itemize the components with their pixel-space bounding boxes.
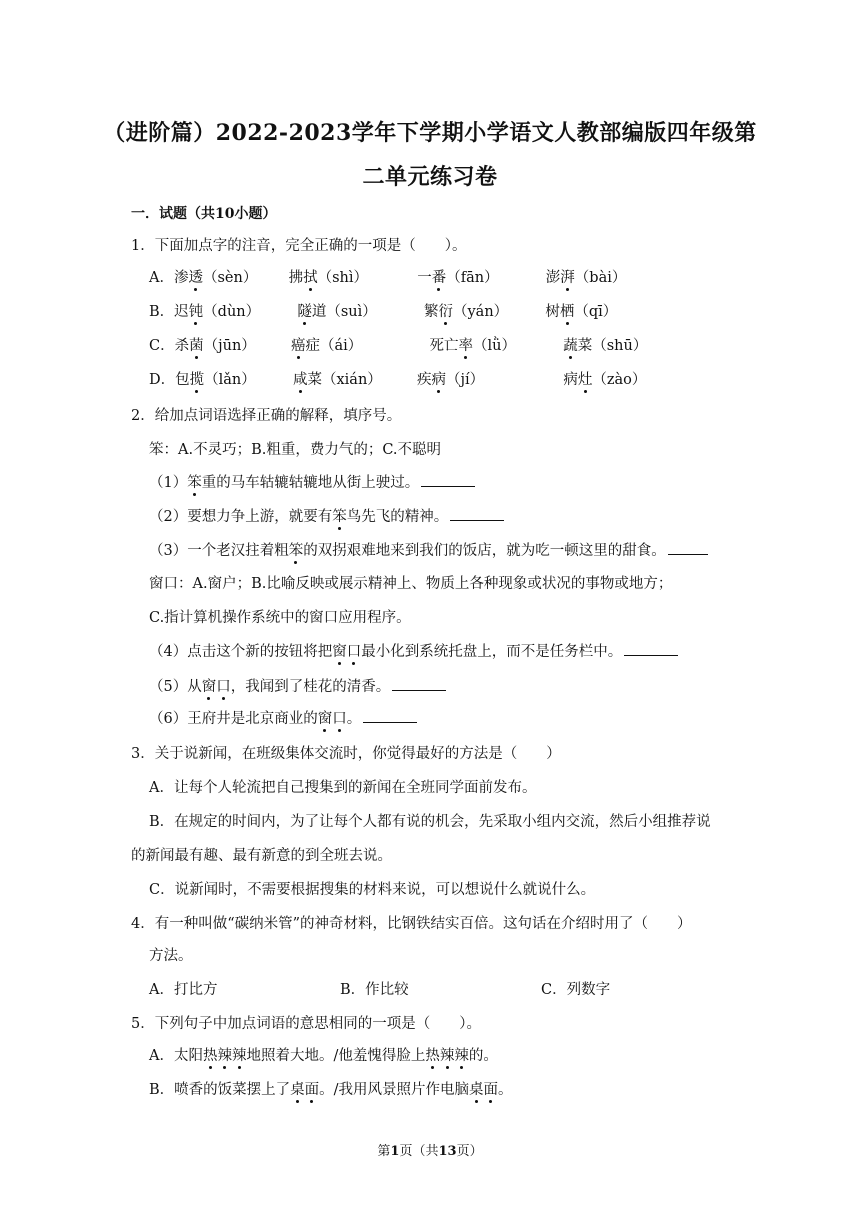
q5-a-text: 地照着大地。/他羞愧得脸上 xyxy=(246,1048,426,1064)
q2-s4-dotted-char: 窗 xyxy=(332,644,347,660)
q3-option-b-line1: B．在规定的时间内，为了让每个人都有说的机会，先采取小组内交流，然后小组推荐说 xyxy=(149,814,711,830)
q1-d-pinyin: （lǎn） xyxy=(204,372,256,388)
q1-d-pinyin: （jí） xyxy=(446,372,485,388)
q1-b-pinyin: （suì） xyxy=(326,304,377,320)
q1-b-text: B．迟 xyxy=(149,304,189,320)
answer-blank[interactable] xyxy=(421,472,475,487)
q2-s6-dotted-char: 窗 xyxy=(317,711,333,727)
q4-stem-line2: 方法。 xyxy=(149,948,193,964)
q4-option-c: C．列数字 xyxy=(541,982,611,998)
q5-a-text: 的。 xyxy=(468,1048,498,1064)
q4-option-a: A．打比方 xyxy=(149,982,218,998)
q1-d-text: D．包 xyxy=(149,372,190,388)
q1-a-dotted-char: 番 xyxy=(431,270,447,286)
q1-a-word2-pre: 拂 xyxy=(288,270,304,286)
q1-b-text: 繁 xyxy=(423,304,439,320)
q1-option-c xyxy=(149,336,647,356)
q2-sentence-2 xyxy=(149,506,504,527)
q1-d-dotted-char: 灶 xyxy=(577,372,593,388)
q3-option-a: A．让每个人轮流把自己搜集到的新闻在全班同学面前发布。 xyxy=(149,780,537,796)
footer-page-number: 1 xyxy=(390,1144,400,1159)
q1-d-text: 菜 xyxy=(307,372,322,388)
q5-option-b xyxy=(149,1080,513,1100)
q1-c-dotted-char: 率 xyxy=(458,338,474,354)
footer-text: 第 xyxy=(377,1144,391,1159)
q2-s1-text: 重的马车轱辘轱辘地从街上驶过。 xyxy=(201,475,420,491)
q1-d-dotted-char: 病 xyxy=(431,372,447,388)
q1-b-text: 树 xyxy=(545,304,560,320)
q3-option-c: C．说新闻时，不需要根据搜集的材料来说，可以想说什么就说什么。 xyxy=(149,882,596,898)
q1-d-pinyin: （zào） xyxy=(592,372,647,388)
q5-b-text: B．喷香的饭菜摆上了 xyxy=(149,1082,291,1098)
q1-a-dotted-char: 透 xyxy=(188,270,203,286)
q1-b-dotted-char: 衍 xyxy=(438,304,453,320)
q1-c-text: 症 xyxy=(305,338,321,354)
q5-b-dotted-char: 面 xyxy=(483,1082,499,1098)
q5-b-text: 。/我用风景照片作电脑 xyxy=(319,1082,470,1098)
q4-option-b: B．作比较 xyxy=(340,982,409,998)
q1-a-dotted-char: 湃 xyxy=(560,270,575,286)
q2-s4-dotted-char: 口 xyxy=(346,644,362,660)
q1-d-text: 病 xyxy=(563,372,578,388)
q2-sentence-3 xyxy=(149,540,708,561)
q2-s2-text: 鸟先飞的精神。 xyxy=(346,509,449,525)
q1-c-dotted-char: 菌 xyxy=(189,338,204,354)
q5-stem: 5．下列句子中加点词语的意思相同的一项是（ ）。 xyxy=(131,1016,481,1032)
footer-total-pages: 13 xyxy=(438,1144,457,1159)
q1-c-text: 菜 xyxy=(577,338,593,354)
answer-blank[interactable] xyxy=(392,676,446,691)
q2-s6-dotted-char: 口 xyxy=(332,711,347,727)
q2-sentence-6 xyxy=(149,708,417,729)
answer-blank[interactable] xyxy=(624,641,678,656)
q1-c-pinyin: （jūn） xyxy=(203,338,256,354)
q2-s1-dotted-char: 笨 xyxy=(187,475,202,491)
q2-s6-text: 。 xyxy=(346,711,362,727)
q4-stem-line1: 4．有一种叫做“碳纳米管”的神奇材料，比钢铁结实百倍。这句话在介绍时用了（ ） xyxy=(131,916,692,932)
q5-a-dotted-char: 辣 xyxy=(217,1048,232,1064)
q1-b-pinyin: （qī） xyxy=(574,304,618,320)
page-footer xyxy=(0,1140,860,1159)
q5-option-a xyxy=(149,1046,498,1066)
q5-a-dotted-char: 辣 xyxy=(454,1048,469,1064)
q5-a-dotted-char: 辣 xyxy=(231,1048,247,1064)
q2-s2-text: （2）要想力争上游，就要有 xyxy=(149,509,333,525)
q1-c-dotted-char: 癌 xyxy=(291,338,306,354)
answer-blank[interactable] xyxy=(450,506,504,521)
q2-s6-text: （6）王府井是北京商业的 xyxy=(149,711,318,727)
q1-a-word3-pre: 一 xyxy=(417,270,432,286)
q1-a-word4-pre: 澎 xyxy=(545,270,561,286)
q1-a-dotted-char: 拭 xyxy=(303,270,318,286)
q5-b-dotted-char: 桌 xyxy=(469,1082,484,1098)
q5-a-dotted-char: 辣 xyxy=(439,1048,455,1064)
q3-option-b-line2: 的新闻最有趣、最有新意的到全班去说。 xyxy=(131,848,392,864)
q1-b-dotted-char: 钝 xyxy=(188,304,204,320)
q1-d-pinyin: （xián） xyxy=(321,372,382,388)
q1-b-pinyin: （dùn） xyxy=(203,304,261,320)
q2-definition-window-b: C.指计算机操作系统中的窗口应用程序。 xyxy=(149,610,411,626)
q2-s5-text: （5）从 xyxy=(149,679,202,695)
q2-sentence-5 xyxy=(149,676,446,697)
q1-a-pinyin3: （fān） xyxy=(446,270,499,286)
q5-a-text: A．太阳 xyxy=(149,1048,203,1064)
q1-b-dotted-char: 隧 xyxy=(297,304,312,320)
q2-s5-text: ，我闻到了桂花的清香。 xyxy=(230,679,391,695)
q1-c-text: C．杀 xyxy=(149,338,190,354)
q2-stem: 2．给加点词语选择正确的解释，填序号。 xyxy=(131,408,402,424)
q1-c-pinyin: （lǜ） xyxy=(473,338,517,354)
q5-b-dotted-char: 面 xyxy=(304,1082,320,1098)
q1-d-dotted-char: 咸 xyxy=(292,372,308,388)
q1-stem: 1．下面加点字的注音，完全正确的一项是（ ）。 xyxy=(131,238,467,254)
q1-b-dotted-char: 栖 xyxy=(559,304,575,320)
q5-b-dotted-char: 桌 xyxy=(290,1082,305,1098)
answer-blank[interactable] xyxy=(363,708,417,723)
q2-s5-dotted-char: 口 xyxy=(216,679,231,695)
q5-a-dotted-char: 热 xyxy=(202,1048,218,1064)
q1-b-pinyin: （yán） xyxy=(452,304,509,320)
q1-option-d xyxy=(149,370,646,390)
q5-a-dotted-char: 热 xyxy=(425,1048,440,1064)
q1-c-pinyin: （ái） xyxy=(320,338,363,354)
footer-text: 页） xyxy=(456,1144,483,1159)
q1-b-text: 道 xyxy=(311,304,327,320)
q1-c-dotted-char: 蔬 xyxy=(563,338,578,354)
q1-a-pinyin4: （bài） xyxy=(574,270,627,286)
q3-stem: 3．关于说新闻，在班级集体交流时，你觉得最好的方法是（ ） xyxy=(131,746,561,762)
q2-s3-dotted-char: 笨 xyxy=(288,543,304,559)
q2-s3-text: （3）一个老汉拄着粗 xyxy=(149,543,289,559)
footer-text: 页（共 xyxy=(399,1144,439,1159)
q2-s1-text: （1） xyxy=(149,475,188,491)
q1-option-b xyxy=(149,302,617,322)
answer-blank[interactable] xyxy=(668,540,708,555)
q2-s5-dotted-char: 窗 xyxy=(201,679,217,695)
q2-s3-text: 的双拐艰难地来到我们的饭店，就为吃一顿这里的甜食。 xyxy=(303,543,666,559)
q2-sentence-1 xyxy=(149,472,475,493)
q2-s2-dotted-char: 笨 xyxy=(332,509,347,525)
document-title-line-2: 二单元练习卷 xyxy=(362,164,498,190)
q2-s4-text: 最小化到系统托盘上，而不是任务栏中。 xyxy=(361,644,623,660)
q1-a-pinyin1: （sèn） xyxy=(202,270,258,286)
document-title-line-1: （进阶篇）2022-2023学年下学期小学语文人教部编版四年级第 xyxy=(103,120,757,146)
q1-a-pinyin2: （shì） xyxy=(317,270,368,286)
q5-b-text: 。 xyxy=(498,1082,513,1098)
q1-c-pinyin: （shū） xyxy=(592,338,648,354)
q2-definition-window-a: 窗口：A.窗户；B.比喻反映或展示精神上、物质上各种现象或状况的事物或地方； xyxy=(149,576,673,592)
q1-c-text: 死亡 xyxy=(429,338,459,354)
section-heading: 一．试题（共10小题） xyxy=(131,206,277,222)
q1-d-dotted-char: 揽 xyxy=(189,372,205,388)
q1-option-a xyxy=(149,268,626,288)
q2-s4-text: （4）点击这个新的按钮将把 xyxy=(149,644,333,660)
q2-sentence-4 xyxy=(149,641,678,662)
q2-definition-ben: 笨：A.不灵巧；B.粗重，费力气的；C.不聪明 xyxy=(149,442,442,458)
q1-a-word1-pre: A．渗 xyxy=(149,270,189,286)
q1-d-text: 疾 xyxy=(417,372,432,388)
